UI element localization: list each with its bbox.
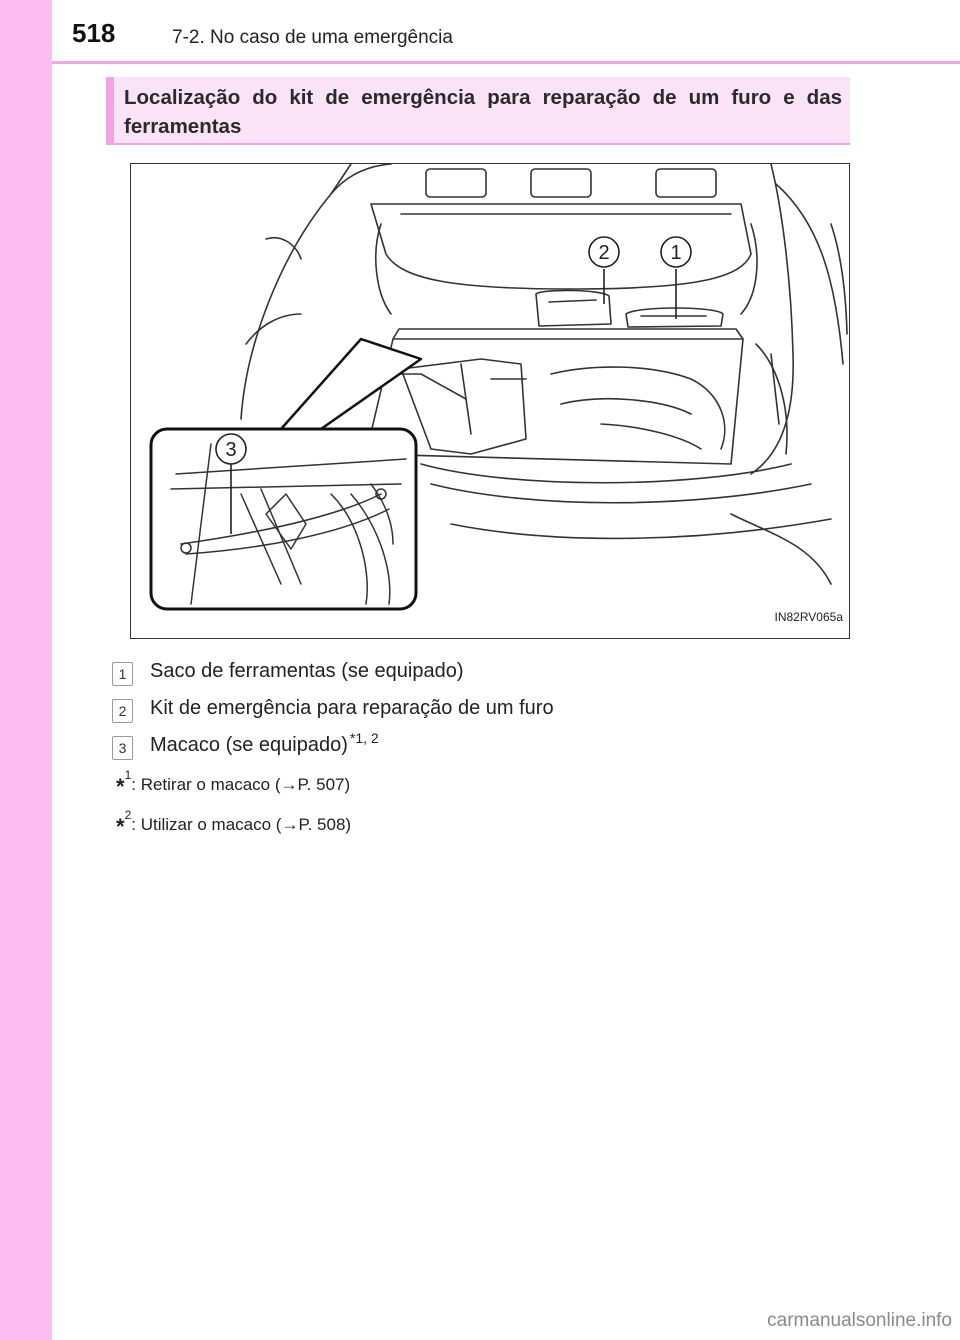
footnote-number: 2: [124, 808, 132, 822]
section-heading-box: [106, 77, 850, 145]
callout-2-label: 2: [598, 242, 610, 264]
legend-text: [150, 730, 379, 757]
footnote-1: [116, 768, 351, 799]
trunk-illustration: [130, 163, 850, 639]
side-strip: [0, 0, 52, 1340]
legend-number-box: 3: [112, 736, 133, 760]
legend-label: Macaco (se equipado): [150, 734, 348, 756]
callout-3-label: 3: [225, 439, 237, 461]
legend-number-box: 1: [112, 662, 133, 686]
footnote-2: [116, 808, 352, 839]
figure-code: IN82RV065a: [774, 610, 843, 624]
header-rule: [52, 61, 960, 64]
legend-label: Kit de emergência para reparação de um furo: [150, 697, 554, 719]
legend-label: Saco de ferramentas (se equipado): [150, 660, 464, 682]
chapter-title: 7-2. No caso de uma emergência: [172, 27, 453, 48]
legend-number-box: 2: [112, 699, 133, 723]
footnote-number: 1: [124, 768, 132, 782]
trunk-drawing: [131, 164, 851, 640]
footnote-asterisk: *: [116, 814, 125, 839]
footer-watermark: carmanualsonline.info: [767, 1310, 952, 1331]
legend-footnote-ref: *1, 2: [349, 730, 379, 746]
section-accent-bar: [106, 77, 114, 143]
section-heading: Localização do kit de emergência para reparação de um furo e das ferramentas: [124, 86, 842, 138]
callout-1-label: 1: [670, 242, 682, 264]
footnote-asterisk: *: [116, 774, 125, 799]
legend-text: [150, 697, 554, 720]
legend-text: [150, 660, 464, 683]
footnote-text: : Retirar o macaco (→P. 507): [131, 775, 351, 794]
page-number: 518: [72, 18, 116, 48]
footnote-text: : Utilizar o macaco (→P. 508): [131, 815, 352, 834]
